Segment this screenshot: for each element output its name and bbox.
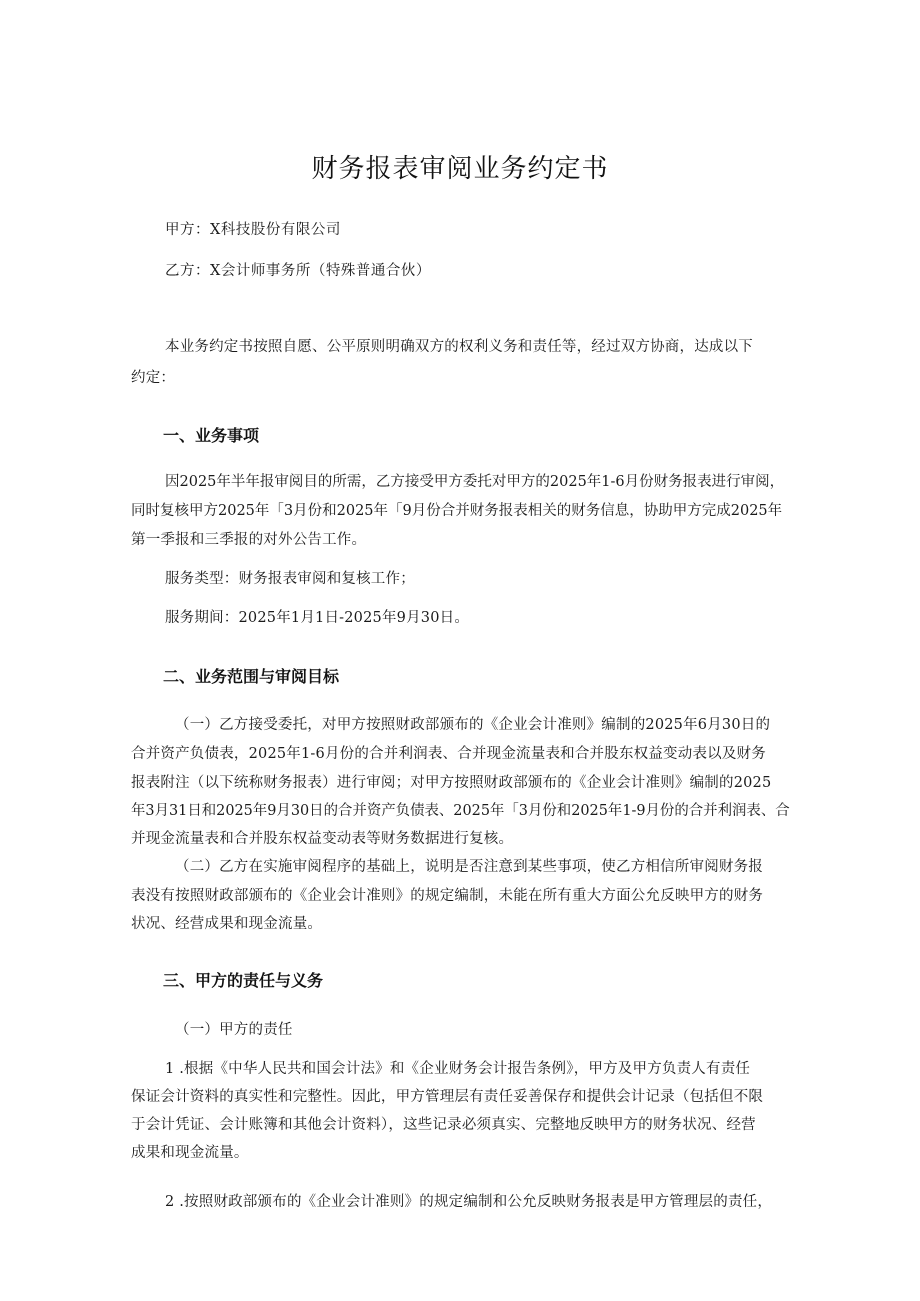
paragraph-line: 成果和现金流量。 [131,1145,249,1161]
paragraph-line: （二）乙方在实施审阅程序的基础上，说明是否注意到某些事项，使乙方相信所审阅财务报 [175,859,763,875]
paragraph-line: 年3月31日和2025年9月30日的合并资产负债表、2025年「3月份和2025年1-9月份的合并利润表、合 [131,803,790,819]
paragraph-line: 合并资产负债表，2025年1-6月份的合并利润表、合并现金流量表和合并股东权益变动表以及财务 [131,746,766,762]
paragraph-line: 2 .按照财政部颁布的《企业会计准则》的规定编制和公允反映财务报表是甲方管理层的责任， [165,1194,773,1210]
party-b: 乙方：X会计师事务所（特殊普通合伙） [165,263,431,279]
intro-line: 本业务约定书按照自愿、公平原则明确双方的权利义务和责任等，经过双方协商，达成以下 [165,339,753,355]
paragraph-line: 报表附注（以下统称财务报表）进行审阅；对甲方按照财政部颁布的《企业会计准则》编制的2025 [131,775,772,791]
service-period: 服务期间：2025年1月1日-2025年9月30日。 [165,610,470,626]
section-heading-business-matters: 一、业务事项 [163,426,260,445]
paragraph-line: 表没有按照财政部颁布的《企业会计准则》的规定编制，未能在所有重大方面公允反映甲方的财务 [131,888,764,904]
document-title: 财务报表审阅业务约定书 [311,154,609,184]
paragraph-line: 1 .根据《中华人民共和国会计法》和《企业财务会计报告条例》，甲方及甲方负责人有责任 [165,1061,751,1077]
paragraph-line: 同时复核甲方2025年「3月份和2025年「9月份合并财务报表相关的财务信息，协助甲方完成2025年 [131,503,783,519]
section-heading-scope-and-objectives: 二、业务范围与审阅目标 [163,667,340,686]
intro-line: 约定： [131,370,176,386]
paragraph-line: 于会计凭证、会计账簿和其他会计资料），这些记录必须真实、完整地反映甲方的财务状况、经营 [131,1117,756,1133]
paragraph-line: 并现金流量表和合并股东权益变动表等财务数据进行复核。 [131,831,514,847]
subsection-heading: （一）甲方的责任 [175,1022,293,1038]
service-type: 服务类型：财务报表审阅和复核工作； [165,571,415,587]
paragraph-line: 状况、经营成果和现金流量。 [131,916,323,932]
paragraph-line: 因2025年半年报审阅目的所需，乙方接受甲方委托对甲方的2025年1-6月份财务报表进行审阅， [165,474,785,490]
party-a: 甲方：X科技股份有限公司 [165,222,341,238]
section-heading-party-a-responsibilities: 三、甲方的责任与义务 [163,971,324,990]
paragraph-line: （一）乙方接受委托，对甲方按照财政部颁布的《企业会计准则》编制的2025年6月30日的 [175,717,771,733]
paragraph-line: 保证会计资料的真实性和完整性。因此，甲方管理层有责任妥善保存和提供会计记录（包括但不限 [131,1089,764,1105]
paragraph-line: 第一季报和三季报的对外公告工作。 [131,532,367,548]
